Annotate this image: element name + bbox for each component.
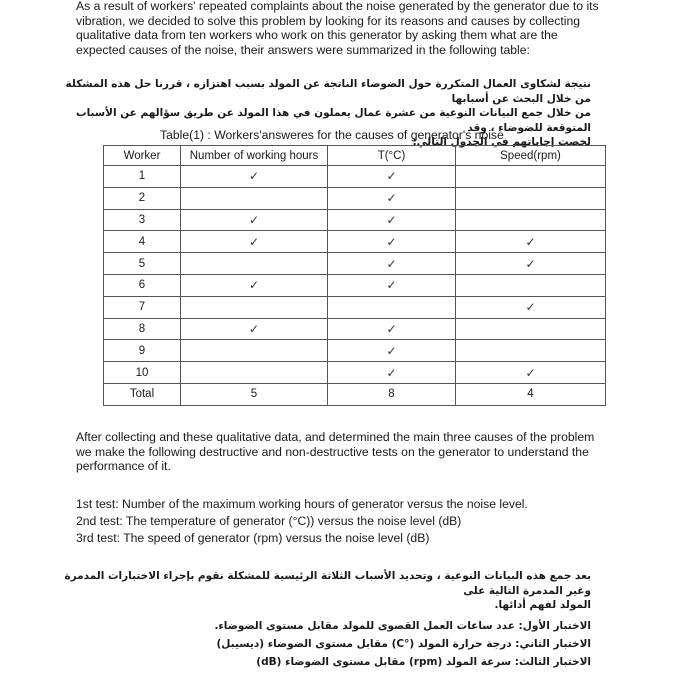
check-cell: ✓	[328, 318, 456, 340]
table-row	[104, 209, 606, 231]
check-cell: ✓	[181, 166, 328, 188]
check-cell	[181, 253, 328, 275]
worker-cell: 10	[104, 362, 181, 384]
intro-arabic-line: من خلال جمع البيانات النوعية من عشرة عمال يعملون في هذا المولد عن طريق سؤالهم عن الأسباب المتوقعة للضوضاء ، وقد	[76, 107, 591, 134]
test-item: 2nd test: The temperature of generator (°C)) versus the noise level (dB)	[76, 514, 462, 528]
header-working-hours: Number of working hours	[181, 146, 328, 166]
intro-arabic-line: نتيجة لشكاوى العمال المتكررة حول الضوضاء الناتجة عن المولد بسبب اهتزازه ، قررنا حل هذه المشكلة من خلال البحث عن أسبابها	[65, 78, 591, 105]
after-arabic-line: المولد لفهم أدائها.	[494, 599, 591, 611]
total-label: Total	[104, 383, 181, 405]
total-speed: 4	[456, 383, 606, 405]
check-cell: ✓	[328, 209, 456, 231]
worker-cell: 7	[104, 296, 181, 318]
intro-paragraph: As a result of workers' repeated complaints about the noise generated by the generator due to its vibration, we decided to solve this problem by looking for its reasons and causes by collecting qualitative data from ten workers who work on this generator by asking them what are the expected causes of the noise, their answers were summarized in the following table:	[76, 0, 599, 57]
check-cell	[456, 340, 606, 362]
total-working-hours: 5	[181, 383, 328, 405]
table-caption: Table(1) : Workers'answeres for the causes of generator's noise	[160, 128, 504, 142]
table-row	[104, 296, 606, 318]
check-cell: ✓	[456, 253, 606, 275]
check-cell: ✓	[181, 318, 328, 340]
test-item: 1st test: Number of the maximum working hours of generator versus the noise level.	[76, 497, 528, 511]
tests-arabic	[51, 617, 591, 671]
check-cell	[456, 274, 606, 296]
check-cell: ✓	[328, 187, 456, 209]
check-cell: ✓	[181, 274, 328, 296]
check-cell	[456, 209, 606, 231]
check-cell: ✓	[328, 274, 456, 296]
check-cell: ✓	[181, 209, 328, 231]
check-cell: ✓	[456, 296, 606, 318]
worker-cell: 3	[104, 209, 181, 231]
after-paragraph: After collecting and these qualitative data, and determined the main three causes of the problem we make the following destructive and non-destructive tests on the generator to understand the performance of it.	[76, 430, 595, 473]
check-cell	[181, 362, 328, 384]
check-cell	[456, 187, 606, 209]
check-cell	[456, 318, 606, 340]
table-row	[104, 187, 606, 209]
check-cell	[181, 296, 328, 318]
header-speed: Speed(rpm)	[456, 146, 606, 166]
worker-cell: 8	[104, 318, 181, 340]
worker-cell: 1	[104, 166, 181, 188]
check-cell: ✓	[456, 231, 606, 253]
header-worker: Worker	[104, 146, 181, 166]
worker-cell: 6	[104, 274, 181, 296]
check-cell: ✓	[328, 231, 456, 253]
check-cell	[181, 187, 328, 209]
tests-list	[76, 496, 528, 547]
table-row	[104, 166, 606, 188]
table-row	[104, 318, 606, 340]
table-header-row	[104, 146, 606, 166]
worker-cell: 4	[104, 231, 181, 253]
table-row	[104, 340, 606, 362]
table-row	[104, 362, 606, 384]
total-temperature: 8	[328, 383, 456, 405]
worker-cell: 2	[104, 187, 181, 209]
test-arabic-item: الاختبار الثاني: درجة حرارة المولد (°C) مقابل مستوى الضوضاء (ديسيبل)	[216, 638, 591, 650]
check-cell	[181, 340, 328, 362]
table-total-row	[104, 383, 606, 405]
check-cell	[456, 166, 606, 188]
header-temperature: T(°C)	[328, 146, 456, 166]
check-cell: ✓	[181, 231, 328, 253]
causes-table	[103, 145, 606, 406]
test-item: 3rd test: The speed of generator (rpm) versus the noise level (dB)	[76, 531, 430, 545]
test-arabic-item: الاختبار الأول: عدد ساعات العمل القصوى للمولد مقابل مستوى الضوضاء.	[214, 620, 591, 632]
worker-cell: 5	[104, 253, 181, 275]
check-cell: ✓	[456, 362, 606, 384]
check-cell: ✓	[328, 166, 456, 188]
check-cell: ✓	[328, 340, 456, 362]
table-row	[104, 231, 606, 253]
worker-cell: 9	[104, 340, 181, 362]
table-row	[104, 274, 606, 296]
table-row	[104, 253, 606, 275]
after-arabic	[51, 569, 591, 613]
after-arabic-line: بعد جمع هذه البيانات النوعية ، وتحديد الأسباب الثلاثة الرئيسية للمشكلة نقوم بإجراء الاختبارات المدمرة وغير المدمرة التالية على	[64, 570, 591, 597]
intro-arabic-line: لخصت إجاباتهم في الجدول التالي:	[412, 136, 591, 148]
check-cell: ✓	[328, 362, 456, 384]
check-cell	[328, 296, 456, 318]
test-arabic-item: الاختبار الثالث: سرعة المولد (rpm) مقابل مستوى الضوضاء (dB)	[256, 656, 591, 668]
check-cell: ✓	[328, 253, 456, 275]
